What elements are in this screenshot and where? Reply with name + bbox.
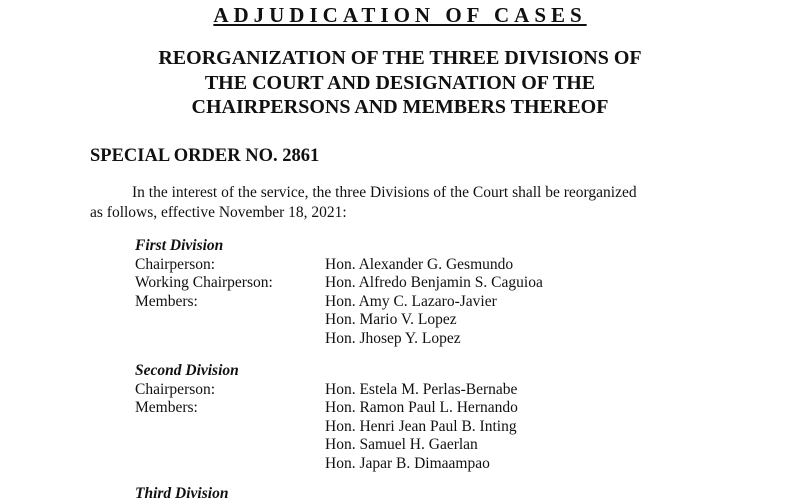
division-row (135, 256, 735, 275)
justice-name: Hon. Ramon Paul L. Hernando (325, 399, 518, 416)
justice-name: Hon. Alexander G. Gesmundo (325, 255, 514, 273)
role-label (135, 455, 325, 474)
subject-line: REORGANIZATION OF THE THREE DIVISIONS OF (158, 47, 642, 69)
role-label: Members: (135, 399, 198, 416)
justice-name: Hon. Mario V. Lopez (325, 311, 457, 328)
role-label (135, 330, 325, 349)
role-label (135, 436, 325, 455)
role-label: Members: (135, 292, 198, 310)
division-row (135, 436, 735, 455)
justice-name: Hon. Amy C. Lazaro-Javier (325, 292, 497, 310)
role-label (135, 418, 325, 437)
justice-name: Hon. Samuel H. Gaerlan (325, 436, 478, 453)
justice-name: Hon. Henri Jean Paul B. Inting (325, 417, 517, 435)
division-row (135, 418, 735, 437)
justice-name: Hon. Alfredo Benjamin S. Caguioa (325, 274, 543, 291)
role-label (135, 311, 325, 330)
role-label: Chairperson: (135, 380, 216, 398)
intro-line: In the interest of the service, the three Divisions of the Court shall be reorganized (132, 184, 637, 201)
division-row (135, 293, 735, 312)
order-subject (0, 46, 800, 120)
section-heading (0, 2, 800, 28)
division-row (135, 399, 735, 418)
intro-line: as follows, effective November 18, 2021: (90, 204, 347, 221)
division-row (135, 274, 735, 293)
division-row (135, 330, 735, 349)
intro-paragraph (90, 183, 710, 223)
division-row (135, 455, 735, 474)
division-second (135, 362, 735, 473)
subject-line: THE COURT AND DESIGNATION OF THE (204, 71, 596, 94)
justice-name: Hon. Jhosep Y. Lopez (325, 329, 461, 347)
justice-name: Hon. Estela M. Perlas-Bernabe (325, 380, 518, 398)
division-row (135, 381, 735, 400)
role-label: Chairperson: (135, 255, 216, 273)
division-title: Second Division (135, 362, 239, 379)
division-first (135, 237, 735, 348)
division-row (135, 311, 735, 330)
division-title: Third Division (135, 485, 229, 502)
division-title: First Division (135, 237, 224, 254)
justice-name: Hon. Japar B. Dimaampao (325, 454, 490, 472)
special-order-number: SPECIAL ORDER NO. 2861 (90, 146, 320, 166)
subject-line: CHAIRPERSONS AND MEMBERS THEREOF (191, 96, 609, 118)
role-label: Working Chairperson: (135, 274, 273, 291)
division-third (135, 485, 735, 504)
section-heading-text: ADJUDICATION OF CASES (213, 3, 587, 27)
